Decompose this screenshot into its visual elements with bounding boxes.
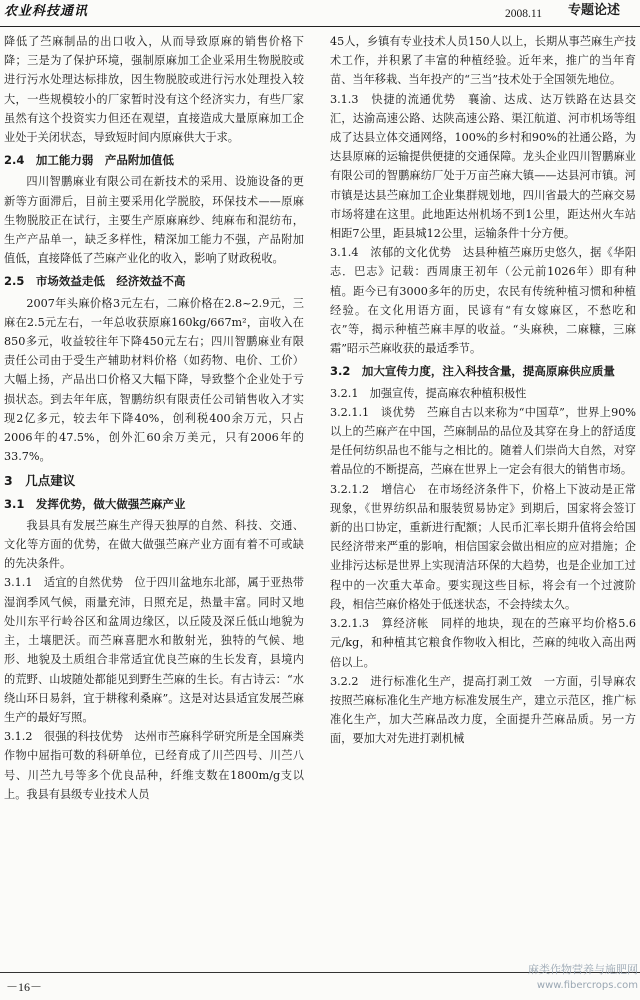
paragraph: 我县具有发展苎麻生产得天独厚的自然、科技、交通、文化等方面的优势，在做大做强苎麻产业方面有着不可或缺的先决条件。: [4, 518, 304, 571]
paragraph: 降低了苎麻制品的出口收入，从而导致原麻的销售价格下降；三是为了保护环境，强制原麻加工企业采用生物脱胶或进行污水处理达标排放，因生物脱胶或进行污水处理投入较大，一些规模较小的厂家暂时没有这个经济实力，有些厂家虽然有这个投资实力但还在观望，直接造成大量原麻加工企业处于关闭状态，导致短时间内原麻供大于求。: [4, 35, 304, 145]
paragraph: 四川智鹏麻业有限公司在新技术的采用、设施设备的更新等方面滞后，目前主要采用化学脱胶，环保技术——原麻生物脱胶正在试行，主要生产原麻麻纱、纯麻布和混纺布，生产产品单一，缺乏多样性，精深加工能力不强，产品附加值低，直接降低了苎麻产业化的收入，影响了财政税收。: [4, 175, 304, 266]
paragraph: 3.2.1.1 谈优势 苎麻自古以来称为“中国草”，世界上90%以上的苎麻产在中国，苎麻制品的品位及其穿在身上的舒适度是任何纺织品也不能与之相比的。随着人们崇尚大自然，对穿着品位的不断提高，苎麻在世界上一定会有很大的销售市场。: [330, 405, 636, 477]
subsection-heading: 2.4 加工能力弱 产品附加值低: [4, 153, 174, 168]
paragraph: 3.2.1.3 算经济帐 同样的地块，现在的苎麻平均价格5.6元/kg，和种植其它粮食作物收入相比，苎麻的纯收入高出两倍以上。: [330, 617, 636, 669]
paragraph: 3.1.2 很强的科技优势 达州市苎麻科学研究所是全国麻类作物中屈指可数的科研单位，已经育成了川苎四号、川苎八号、川苎九号等多个优良品种，纤维支数在1800m/g支以上。我县有县级专业技术人员: [4, 730, 304, 801]
paragraph: 3.2.1 加强宣传，提高麻农种植积极性: [330, 386, 527, 400]
subsection-heading: 2.5 市场效益走低 经济效益不高: [4, 274, 186, 289]
paragraph: 3.1.1 适宜的自然优势 位于四川盆地东北部，属于亚热带湿润季风气候，雨量充沛，日照充足，热量丰富。同时又地处川东平行岭谷区和盆周边缘区，以丘陵及深丘低山地貌为主，土壤肥沃。而苎麻喜肥水和散射光，独特的气候、地形、地貌及土质组合非常适宜优良苎麻的生长发育，县境内的荒野、山坡随处都能见到野生苎麻的生长。有古诗云：“水绕山环日易斜，宜于耕稼利桑麻”。这是对达县适宜发展苎麻生产的最好写照。: [4, 576, 304, 724]
issue-date: 2008.11: [505, 8, 542, 20]
subsection-heading: 3.1 发挥优势，做大做强苎麻产业: [4, 496, 186, 511]
paragraph: 3.1.4 浓郁的文化优势 达县种植苎麻历史悠久，据《华阳志．巴志》记载：西周康王初年（公元前1026年）即有种植。距今已有3000多年的历史，农民有传统种植习惯和种植经验。在文化用语方面，民谚有“有女嫁麻区，不愁吃和衣”等，揭示种植苎麻丰厚的收益。“头麻秧，二麻糠，三麻霜”昭示苎麻收获的最适季节。: [330, 246, 636, 356]
watermark-text: 麻类作物营养与施肥网: [528, 963, 638, 976]
watermark: [488, 962, 638, 994]
paragraph: 3.2.1.2 增信心 在市场经济条件下，价格上下波动是正常现象，《世界纺织品和服装贸易协定》到期后，国家将会签订新的出口协定，重新进行配额；人民币汇率长期升值将会给国民经济带来严重的影响，相信国家会做出相应的应对措施；企业排污达标是世界上实现清洁环保的大趋势，也是企业加工过程中的一次重大革命。要实现这些目标，将会有一个过渡阶段，相信苎麻价格处于低迷状态，不会持续太久。: [330, 482, 636, 611]
right-column: [330, 32, 636, 967]
page-header: [0, 0, 640, 27]
paragraph: 45人，乡镇有专业技术人员150人以上，长期从事苎麻生产技术工作，并积累了丰富的种植经验。近年来，推广的当年育苗、当年移栽、当年投产的“三当”技术处于全国领先地位。: [330, 35, 636, 87]
journal-masthead: 农业科技通讯: [4, 4, 89, 19]
left-column: [4, 32, 304, 967]
paragraph: 2007年头麻价格3元左右，二麻价格在2.8~2.9元，三麻在2.5元左右，一年总收获原麻160kg/667m²，亩收入在850多元，收益较往年下降450元左右；四川智鹏麻业有限责任公司由于受生产辅助材料价格（如药物、电价、工价）大幅上扬，产品出口价格又大幅下降，导致整个企业处于亏损状态。到去年年底，智鹏纺织有限责任公司销售收入才实现2亿多元，较去年下降40%，创利税400余万元，只占2006年的47.5%，创外汇60余万美元，只有2006年的33.7%。: [4, 296, 304, 464]
watermark-url: www.fibercrops.com: [536, 980, 638, 991]
paragraph: 3.1.3 快捷的流通优势 襄渝、达成、达万铁路在达县交汇，达渝高速公路、达陕高速公路、渠江航道、河市机场等组成了达县立体交通网络，100%的乡村和90%的社通公路，为达县原麻的运输提供便捷的交通保障。龙头企业四川智鹏麻业有限公司的智鹏麻纺厂处于万亩苎麻大镇——达县河市镇。河市镇是达县苎麻加工企业集群规划地，四川省最大的苎麻交易市场将建在这里。此地距达州机场不到1公里，距达州火车站相距7公里，距县城12公里，运输条件十分方便。: [330, 92, 636, 241]
paragraph: 3.2.2 进行标准化生产，提高打剥工效 一方面，引导麻农按照苎麻标准化生产地方标准发展生产，建立示范区，推广标准化生产，加大苎麻品改力度，全面提升苎麻品质。另一方面，要加大对先进打剥机械: [330, 674, 636, 746]
section-heading: 3 几点建议: [4, 473, 76, 489]
subsection-heading: 3.2 加大宣传力度，注入科技含量，提高原麻供应质量: [330, 364, 615, 379]
section-label: 专题论述: [568, 3, 621, 18]
page-number: －16－: [6, 980, 43, 994]
